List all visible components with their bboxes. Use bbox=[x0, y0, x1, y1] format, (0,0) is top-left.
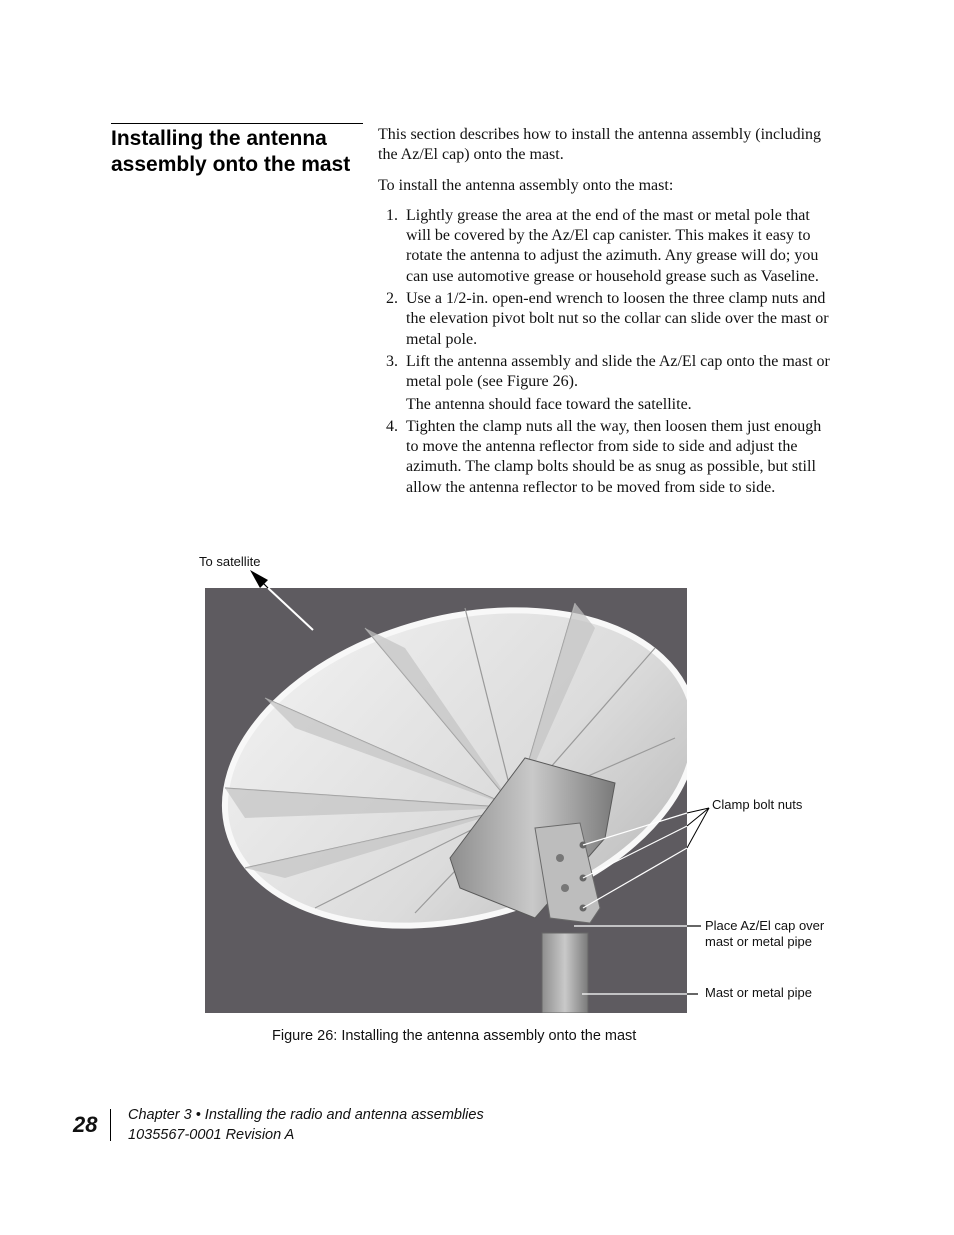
list-item bbox=[378, 289, 830, 350]
list-item bbox=[378, 352, 830, 415]
body-column bbox=[378, 125, 830, 500]
figure-caption: Figure 26: Installing the antenna assembly onto the mast bbox=[272, 1028, 637, 1044]
callout-mast: Mast or metal pipe bbox=[705, 985, 812, 1000]
footer-divider bbox=[110, 1109, 111, 1141]
list-item bbox=[378, 417, 830, 498]
clamp-nut bbox=[580, 842, 587, 849]
step-text: Use a 1/2-in. open-end wrench to loosen the three clamp nuts and the elevation pivot bolt nut so the collar can slide over the mast or metal pole. bbox=[406, 290, 829, 348]
step-text: Tighten the clamp nuts all the way, then loosen them just enough to move the antenna reflector from side to side and adjust the azimuth. The clamp bolts should be as snug as possible, but still allow the antenna reflector to be moved from side to side. bbox=[406, 417, 822, 496]
heading-rule bbox=[111, 123, 363, 124]
page-number: 28 bbox=[73, 1112, 98, 1137]
steps-list bbox=[378, 206, 830, 498]
step-text: Lightly grease the area at the end of the mast or metal pole that will be covered by the Az/El cap canister. This makes it easy to rotate the antenna to adjust the azimuth. Any grease will do; you can use automotive grease or household grease such as Vaseline. bbox=[406, 206, 819, 285]
step-number: 1. bbox=[386, 206, 398, 224]
satellite-arrowhead bbox=[250, 570, 268, 588]
bolt bbox=[561, 884, 569, 892]
footer-doc-id: 1035567-0001 Revision A bbox=[128, 1126, 295, 1143]
step-text: Lift the antenna assembly and slide the Az/El cap onto the mast or metal pole (see Figure 26). bbox=[406, 352, 830, 391]
antenna-photo bbox=[205, 588, 687, 1013]
step-number: 4. bbox=[386, 417, 398, 435]
footer-text bbox=[128, 1106, 484, 1145]
clamp-leaders bbox=[687, 808, 709, 848]
clamp-nut bbox=[580, 875, 587, 882]
step-number: 2. bbox=[386, 290, 398, 308]
footer-chapter: Chapter 3 • Installing the radio and antenna assemblies bbox=[128, 1107, 484, 1123]
callout-to-satellite: To satellite bbox=[199, 554, 261, 569]
callout-clamp-bolt-nuts: Clamp bolt nuts bbox=[712, 797, 803, 812]
lead-paragraph: To install the antenna assembly onto the mast: bbox=[378, 176, 674, 194]
callout-place-cap: Place Az/El cap over mast or metal pipe bbox=[705, 918, 825, 949]
antenna-illustration bbox=[205, 588, 687, 1013]
bolt bbox=[556, 854, 564, 862]
step-number: 3. bbox=[386, 352, 398, 370]
mast-pipe bbox=[542, 933, 588, 1013]
satellite-leader bbox=[258, 578, 268, 588]
section-title: Installing the antenna assembly onto the mast bbox=[111, 127, 351, 176]
clamp-nut bbox=[580, 905, 587, 912]
list-item bbox=[378, 206, 830, 287]
intro-paragraph: This section describes how to install the antenna assembly (including the Az/El cap) onto the mast. bbox=[378, 126, 822, 164]
step-note: The antenna should face toward the satellite. bbox=[406, 395, 692, 413]
